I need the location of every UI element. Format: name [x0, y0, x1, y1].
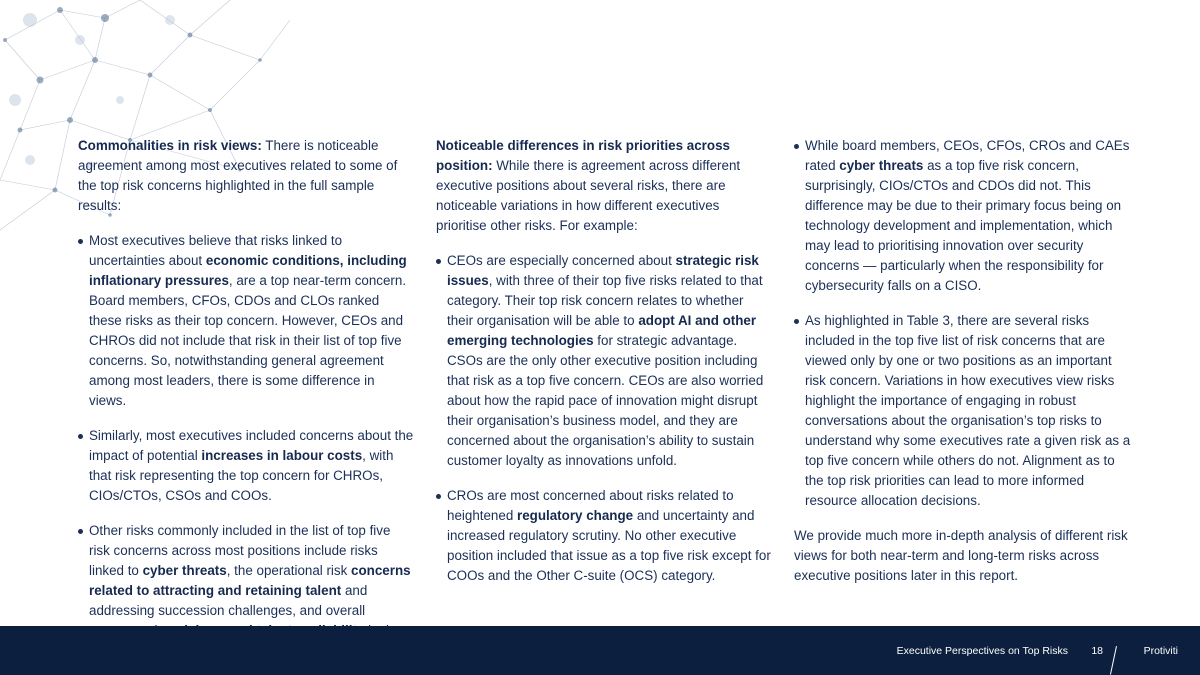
text-run: CROs are most concerned about risks related to heightened [447, 488, 734, 523]
text-run: , are a top near-term concern. Board members, CFOs, CDOs and CLOs ranked these risks as their top concern. However, CEOs and CHROs did not include that risk in their list of top five concerns. So, notwithstanding general agreement among most leaders, there is some difference in views. [89, 273, 407, 408]
footer-page-number: 18 [1091, 645, 1103, 657]
left-bullet-2 [78, 426, 414, 506]
middle-intro-text: While there is agreement across different executive positions about several risks, there are noticeable variations in how different executives prioritise other risks. For example: [436, 158, 741, 233]
text-run: and uncertainty and increased regulatory scrutiny. No other executive position included that issue as a top five risk except for COOs and the Other C-suite (OCS) category. [447, 508, 771, 583]
text-run: , the operational risk [226, 563, 352, 578]
text-run: CEOs are especially concerned about [447, 253, 676, 268]
footer-report-title: Executive Perspectives on Top Risks [896, 645, 1068, 657]
middle-intro-heading: Noticeable differences in risk priorities across position: [436, 138, 730, 173]
footer-brand: Protiviti [1143, 645, 1178, 657]
text-run: and addressing succession challenges, and overall [89, 583, 368, 618]
bold-phrase: regulatory change [517, 508, 634, 523]
middle-column [436, 136, 772, 586]
left-bullet-1 [78, 231, 414, 411]
right-closing: We provide much more in-depth analysis of different risk views for both near-term and long-term risks across executive positions later in this report. [794, 528, 1128, 583]
right-bullet-2 [794, 311, 1134, 511]
text-run: , with that risk representing the top concern for CHROs, CIOs/CTOs, CSOs and COOs. [89, 448, 394, 503]
text-run: Most executives believe that risks linked to uncertainties about [89, 233, 343, 268]
bold-phrase: cyber threats [839, 158, 924, 173]
left-intro [78, 136, 414, 216]
page-footer [0, 626, 1200, 675]
left-column [78, 136, 414, 661]
text-run: Other risks commonly included in the list of top five risk concerns across most positions include risks linked to [89, 523, 391, 578]
text-run: for strategic advantage. CSOs are the only other executive position including that risk as a top five concern. CEOs are also worried about how the rapid pace of innovation might disrupt their organisation’s business model, and they are concerned about the organisation’s ability to sustain customer loyalty as innovations unfold. [447, 333, 764, 468]
text-run: While board members, CEOs, CFOs, CROs and CAEs rated [805, 138, 1130, 173]
text-run: Similarly, most executives included concerns about the impact of potential [89, 428, 414, 463]
bold-phrase: concerns related to attracting and retaining talent [89, 563, 411, 598]
middle-intro [436, 136, 772, 236]
text-run: , with three of their top five risks related to that category. Their top risk concern relates to whether their organisation will be able to [447, 273, 763, 328]
left-intro-text: There is noticeable agreement among most executives related to some of the top risk concerns highlighted in the full sample results: [78, 138, 398, 213]
bold-phrase: economic conditions, including inflationary pressures [89, 253, 407, 288]
middle-bullet-2 [436, 486, 772, 586]
footer-divider [1110, 646, 1117, 675]
text-run: as a top five risk concern, surprisingly, CIOs/CTOs and CDOs did not. This difference may be due to their primary focus being on technology development and implementation, which may lead to prioritising innovation over security concerns — particularly when the responsibility for cybersecurity falls on a CISO. [805, 158, 1122, 293]
middle-bullet-1 [436, 251, 772, 471]
bold-phrase: strategic risk issues [447, 253, 759, 288]
bold-phrase: increases in labour costs [201, 448, 363, 463]
right-bullet-1 [794, 136, 1134, 296]
left-intro-heading: Commonalities in risk views: [78, 138, 262, 153]
bold-phrase: cyber threats [142, 563, 227, 578]
right-column [794, 136, 1134, 586]
bold-phrase: adopt AI and other emerging technologies [447, 313, 757, 348]
text-run: As highlighted in Table 3, there are several risks included in the top five list of risk concerns that are viewed only by one or two positions as an important risk concern. Variations in how executives view risks highlight the importance of engaging in robust conversations about the organisation’s top risks to understand why some executives rate a given risk as a top five concern while others do not. Alignment as to the top risk priorities can lead to more informed resource allocation decisions. [805, 313, 1131, 508]
